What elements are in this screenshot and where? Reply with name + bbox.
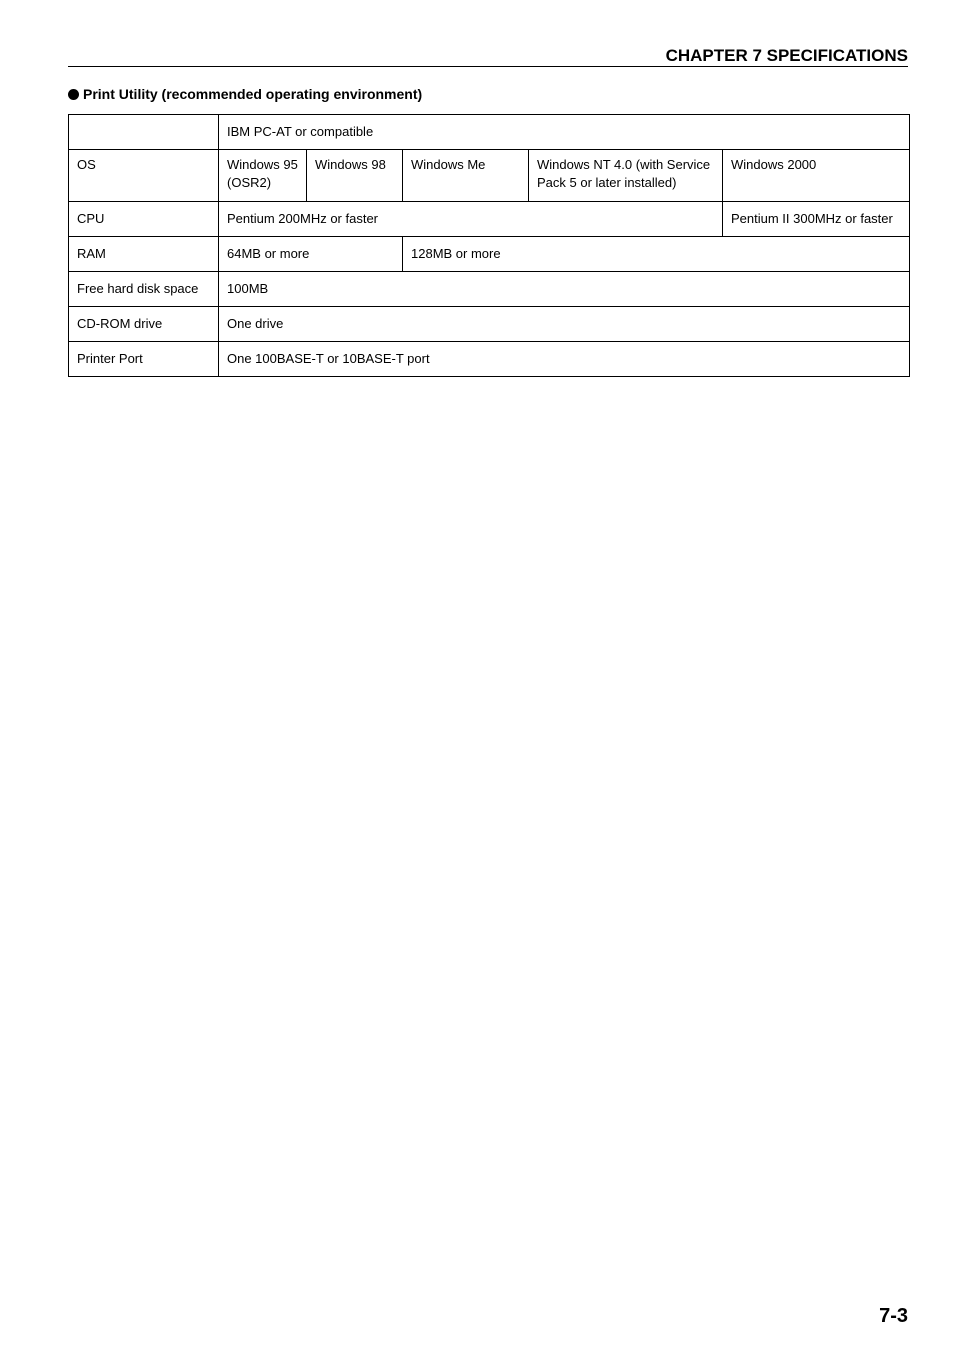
- spec-table: [68, 114, 910, 377]
- bullet-icon: [68, 89, 79, 100]
- table-row-ram: [69, 237, 910, 272]
- section-title-text: Print Utility (recommended operating environment): [83, 86, 423, 102]
- ram-value-1: 64MB or more: [219, 237, 403, 272]
- os-value-1: Windows 95 (OSR2): [219, 150, 307, 202]
- ram-value-2: 128MB or more: [403, 237, 910, 272]
- ram-label: RAM: [69, 237, 219, 272]
- os-value-5: Windows 2000: [723, 150, 910, 202]
- table-row-platform: [69, 115, 910, 150]
- os-label: OS: [69, 150, 219, 202]
- table-row-os: [69, 150, 910, 202]
- cdrom-label: CD-ROM drive: [69, 307, 219, 342]
- chapter-header: CHAPTER 7 SPECIFICATIONS: [68, 45, 908, 67]
- port-value: One 100BASE-T or 10BASE-T port: [219, 342, 910, 377]
- section-title: [68, 85, 422, 103]
- disk-label: Free hard disk space: [69, 272, 219, 307]
- cpu-label: CPU: [69, 202, 219, 237]
- empty-cell: [69, 115, 219, 150]
- os-value-2: Windows 98: [307, 150, 403, 202]
- table-row-disk: [69, 272, 910, 307]
- cpu-value-2: Pentium II 300MHz or faster: [723, 202, 910, 237]
- port-label: Printer Port: [69, 342, 219, 377]
- os-value-3: Windows Me: [403, 150, 529, 202]
- table-row-cdrom: [69, 307, 910, 342]
- page-number: 7-3: [879, 1305, 908, 1327]
- platform-value: IBM PC-AT or compatible: [219, 115, 910, 150]
- cdrom-value: One drive: [219, 307, 910, 342]
- table-row-port: [69, 342, 910, 377]
- disk-value: 100MB: [219, 272, 910, 307]
- cpu-value-1: Pentium 200MHz or faster: [219, 202, 723, 237]
- os-value-4: Windows NT 4.0 (with Service Pack 5 or later installed): [529, 150, 723, 202]
- table-row-cpu: [69, 202, 910, 237]
